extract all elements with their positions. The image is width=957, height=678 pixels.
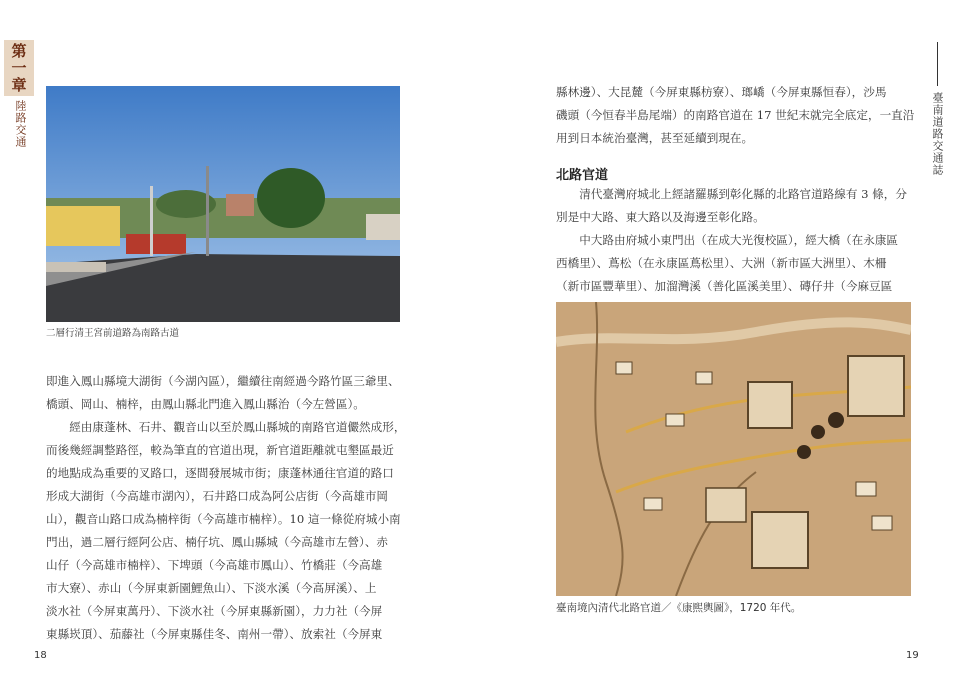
road-photo (46, 86, 400, 322)
page-number-left: 18 (34, 650, 47, 661)
text-line: 即進入鳳山縣境大湖街（今湖內區），繼續往南經過今路竹區三爺里、 (46, 374, 400, 388)
text-line: 中大路由府城小東門出（在成大光復校區），經大橋（在永康區 (556, 233, 899, 247)
text-line: 磯頭（今恒春半島尾端）的南路官道在 17 世紀末就完全底定，一直沿 (556, 108, 915, 122)
text-line: 清代臺灣府城北上經諸羅縣到彰化縣的北路官道路線有 3 條，分 (556, 187, 907, 201)
left-body-text (46, 370, 406, 646)
text-line: 門出，過二層行經阿公店、楠仔坑、鳳山縣城（今高雄市左營）、赤 (46, 535, 389, 549)
text-line: 西橋里）、蔦松（在永康區蔦松里）、大洲（新市區大洲里）、木柵 (556, 256, 887, 270)
right-body-text (556, 183, 916, 298)
photo-caption: 二層行清王宮前道路為南路古道 (46, 328, 180, 339)
text-line: 而後幾經調整路徑，較為筆直的官道出現，新官道距離就屯墾區最近 (46, 443, 394, 457)
running-head-rule (937, 42, 938, 86)
chapter-subtitle: 陸路交通 (14, 100, 27, 148)
text-line: （新市區豐華里）、加溜灣溪（善化區溪美里）、磚仔井（今麻豆區 (556, 279, 893, 293)
text-line: 經由康蓬林、石井、觀音山以至於鳳山縣城的南路官道儼然成形， (46, 420, 406, 434)
chapter-tab (4, 40, 34, 96)
map-caption: 臺南境內清代北路官道／《康熙輿圖》，1720 年代。 (556, 602, 802, 614)
text-line: 市大寮）、赤山（今屏東新園鯉魚山）、下淡水溪（今高屏溪）、上 (46, 581, 377, 595)
text-line: 東縣崁頂）、茄藤社（今屏東縣佳冬、南州一帶）、放索社（今屏東 (46, 627, 383, 641)
right-top-text (556, 81, 916, 150)
text-line: 別是中大路、東大路以及海邊至彰化路。 (556, 210, 765, 224)
text-line: 形成大湖街（今高雄市湖內），石井路口成為阿公店街（今高雄市岡 (46, 489, 389, 503)
text-line: 縣林邊）、大昆麓（今屏東縣枋寮）、瑯嶠（今屏東縣恒春），沙馬 (556, 85, 887, 99)
page-number-right: 19 (906, 650, 919, 661)
chapter-label: 第一章 (9, 42, 28, 94)
section-heading: 北路官道 (556, 168, 609, 183)
historical-map (556, 302, 911, 596)
text-line: 的地點成為重要的叉路口，逐間發展城市街；康蓬林通往官道的路口 (46, 466, 394, 480)
text-line: 淡水社（今屏東萬丹）、下淡水社（今屏東縣新園），力力社（今屏 (46, 604, 383, 618)
text-line: 橋頭、岡山、楠梓，由鳳山縣北門進入鳳山縣治（今左營區）。 (46, 397, 365, 411)
text-line: 山），觀音山路口成為楠梓街（今高雄市楠梓）。10 這一條從府城小南 (46, 512, 401, 526)
text-line: 山仔（今高雄市楠梓）、下埤頭（今高雄市鳳山）、竹橋莊（今高雄 (46, 558, 383, 572)
running-head-title: 臺南道路交通誌 (931, 92, 944, 176)
text-line: 用到日本統治臺灣，甚至延續到現在。 (556, 131, 754, 145)
